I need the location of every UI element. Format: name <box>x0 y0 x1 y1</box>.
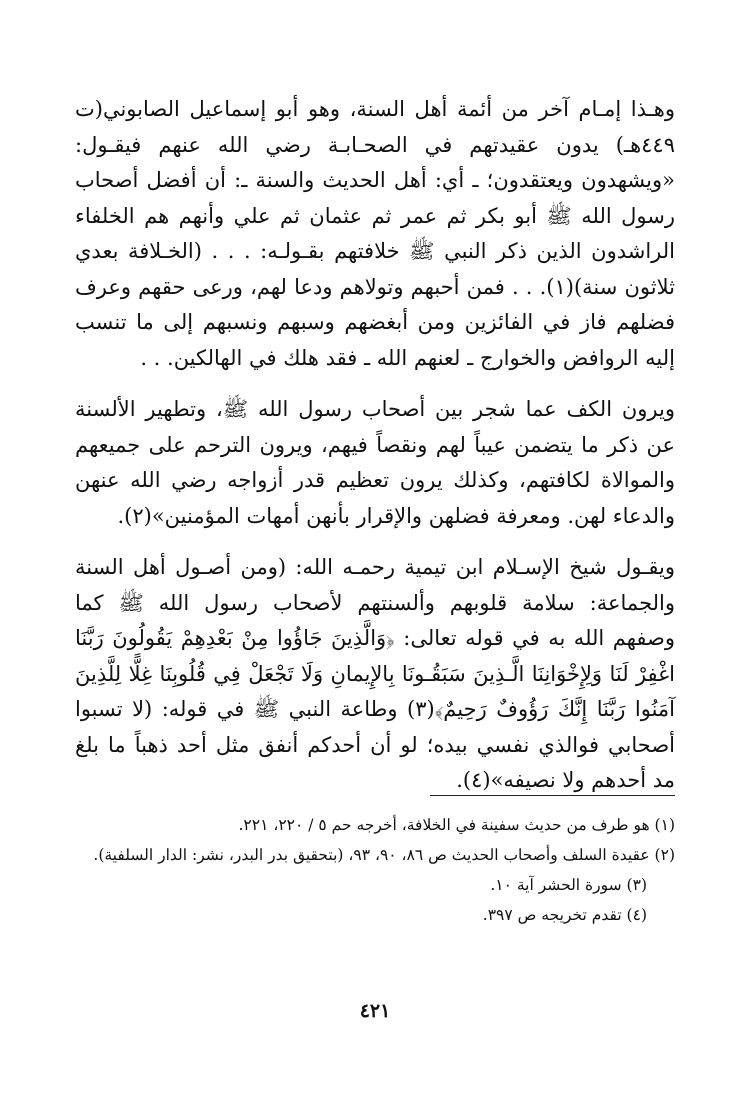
footnote-divider <box>430 795 675 796</box>
footnotes <box>75 795 675 930</box>
page-number: ٤٢١ <box>359 1000 391 1022</box>
paragraph-ibn-taymiyya: ويقـول شيخ الإسـلام ابن تيمية رحمـه الله: (ومن أصـول أهل السنة والجماعة: سلامة قلوبهم وألسنتهم لأصحاب رسول الله ﷺ كما وصفهم الله به في قوله تعالى: ﴿وَالَّذِينَ جَاؤُوا مِنْ بَعْدِهِمْ يَقُولُونَ رَبَّنَا اغْفِرْ لَنَا وَلِإِخْوَانِنَا الَّـذِينَ سَبَقُـونَا بِالإِيمانِ وَلَا تَجْعَلْ فِي قُلُوبِنَا غِلًّا لِلَّذِينَ آمَنُوا رَبَّنَا إِنَّكَ رَؤُوفٌ رَحِيمٌ﴾(٣) وطاعة النبي ﷺ في قوله: (لا تسبوا أصحابي فوالذي نفسي بيده؛ لو أن أحدكم أنفق مثل أحد ذهباً ما بلغ مد أحدهم ولا نصيفه»(٤). <box>75 555 676 792</box>
main-text <box>75 92 675 799</box>
footnote-1: (١) هو طرف من حديث سفينة في الخلافة، أخرجه حم ٥ / ٢٢٠، ٢٢١. <box>238 816 675 834</box>
footnote-2: (٢) عقيدة السلف وأصحاب الحديث ص ٨٦، ٩٠، ٩٣، (بتحقيق بدر البدر، نشر: الدار السلفية). <box>93 846 675 864</box>
paragraph-companions: ويرون الكف عما شجر بين أصحاب رسول الله ﷺ، وتطهير الألسنة عن ذكر ما يتضمن عيباً لهم ونقصاً فيهم، ويرون الترحم على جميعهم والموالاة لكافتهم، وكذلك يرون تعظيم قدر أزواجه رضي الله عنهن والدعاء لهن. ومعرفة فضلهن والإقرار بأنهن أمهات المؤمنين»(٢). <box>75 397 675 528</box>
footnote-3: (٣) سورة الحشر آية ١٠. <box>490 876 647 894</box>
footnote-4: (٤) تقدم تخريجه ص ٣٩٧. <box>482 906 647 924</box>
paragraph-sabuni: وهـذا إمـام آخر من أئمة أهل السنة، وهو أبو إسماعيل الصابوني(ت ٤٤٩هـ) يدون عقيدتهم في الصحـابـة رضي الله عنهم فيقـول: «ويشهدون ويعتقدون؛ ـ أي: أهل الحديث والسنة ـ: أن أفضل أصحاب رسول الله ﷺ أبو بكر ثم عمر ثم عثمان ثم علي وأنهم هم الخلفاء الراشدون الذين ذكر النبي ﷺ خلافتهم بقـولـه: . . . (الخـلافة بعدي ثلاثون سنة)(١). . . فمن أحبهم وتولاهم ودعا لهم، ورعى حقهم وعرف فضلهم فاز في الفائزين ومن أبغضهم وسبهم ونسبهم إلى ما تنسب إليه الروافض والخوارج ـ لعنهم الله ـ فقد هلك في الهالكين. . . <box>75 97 675 370</box>
